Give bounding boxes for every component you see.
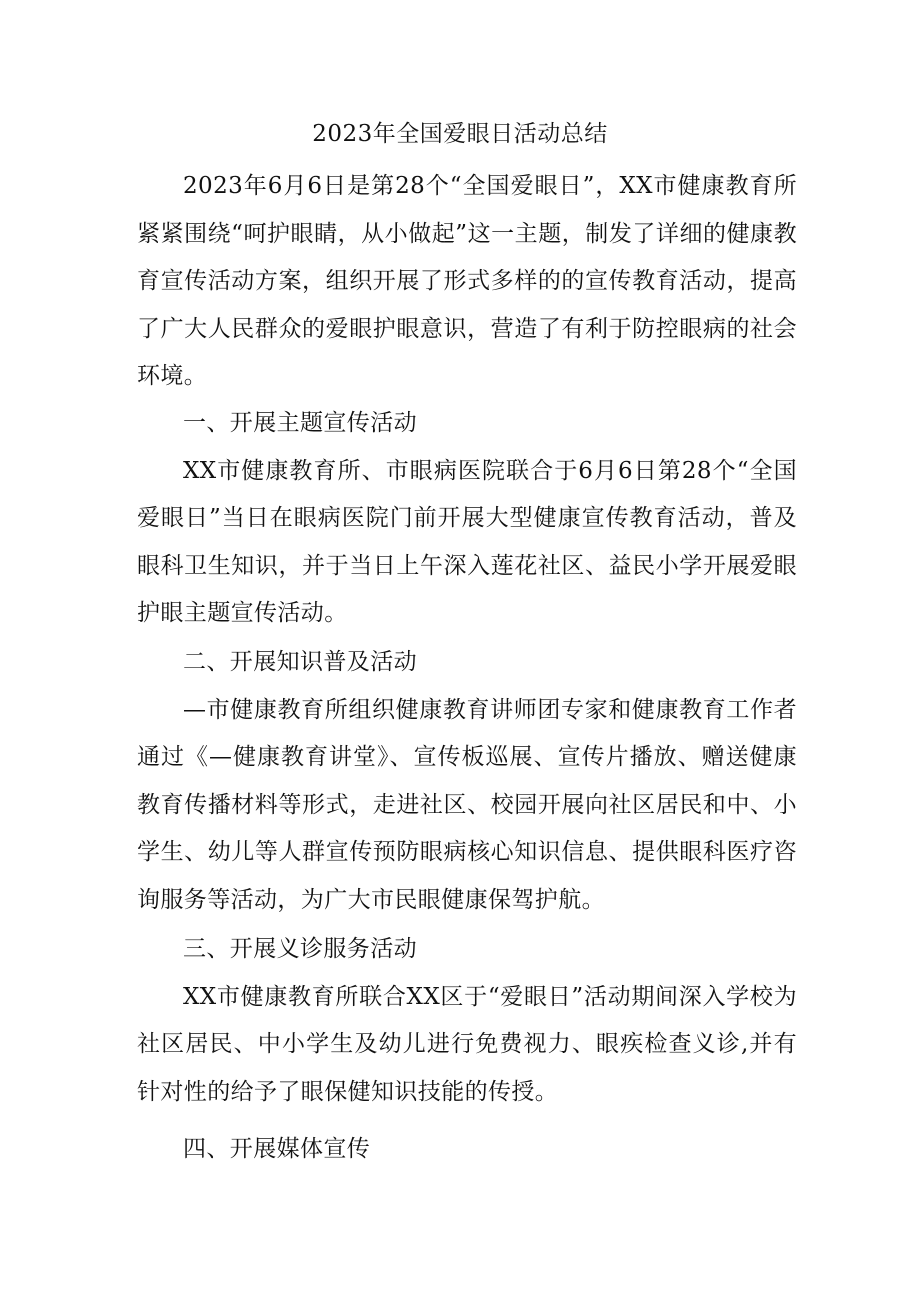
document-title: 2023年全国爱眼日活动总结 [312, 121, 608, 147]
section-paragraph-2: —市健康教育所组织健康教育讲师团专家和健康教育工作者通过《—健康教育讲堂》、宣传板巡展、宣传片播放、赠送健康教育传播材料等形式，走进社区、校园开展向社区居民和中、小学生、幼儿等人群宣传预防眼病核心知识信息、提供眼科医疗咨询服务等活动，为广大市民眼健康保驾护航。 [137, 696, 797, 913]
intro-paragraph: 2023年6月6日是第28个“全国爱眼日”，XX市健康教育所紧紧围绕“呵护眼睛，从小做起”这一主题，制发了详细的健康教育宣传活动方案，组织开展了形式多样的的宣传教育活动，提高了广大人民群众的爱眼护眼意识，营造了有利于防控眼病的社会环境。 [137, 173, 797, 389]
section-heading-4: 四、开展媒体宣传 [183, 1136, 371, 1162]
section-heading-1: 一、开展主题宣传活动 [183, 410, 417, 436]
document-body [137, 163, 797, 401]
document-body-section-4 [137, 1126, 797, 1174]
document-body-section-1 [137, 400, 797, 638]
section-heading-3: 三、开展义诊服务活动 [183, 936, 417, 962]
section-heading-2: 二、开展知识普及活动 [183, 649, 417, 675]
document-body-section-2 [137, 639, 797, 924]
section-paragraph-3: XX市健康教育所联合XX区于“爱眼日”活动期间深入学校为社区居民、中小学生及幼儿进行免费视力、眼疾检查义诊,并有针对性的给予了眼保健知识技能的传授。 [137, 983, 797, 1105]
section-paragraph-1: XX市健康教育所、市眼病医院联合于6月6日第28个“全国爱眼日”当日在眼病医院门前开展大型健康宣传教育活动，普及眼科卫生知识，并于当日上午深入莲花社区、益民小学开展爱眼护眼主题宣传活动。 [137, 457, 797, 626]
document-body-section-3 [137, 926, 797, 1116]
